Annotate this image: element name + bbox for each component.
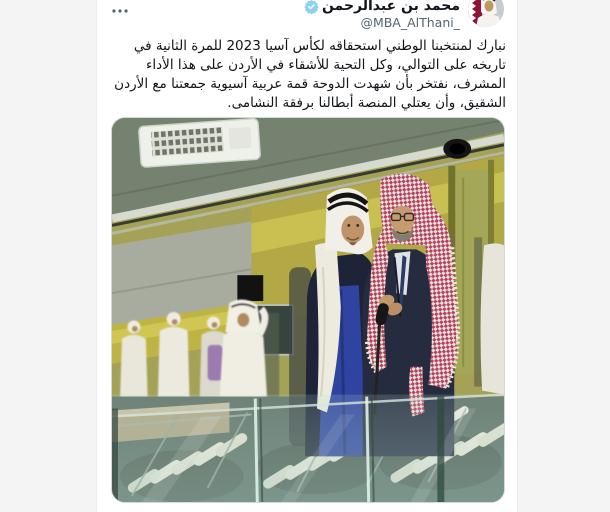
avatar[interactable] <box>468 0 504 27</box>
tweet-body-text: نبارك لمنتخبنا الوطني استحقاقه لكأس آسيا 2023 للمرة الثانية في تاريخه على التوالي، وكل التحية للأشقاء في الأردن على هذا الأداء المشرف، نفتخر بأن شهدت الدوحة قمة عربية آسيوية جمعتنا مع الأردن الشقيق، وأن يعتلي المنصة أبطالنا برفقة النشامى. <box>114 38 506 111</box>
author-name[interactable]: محمد بن عبدالرحمن <box>321 0 460 14</box>
ac-vent <box>139 118 261 167</box>
author-block <box>304 0 460 30</box>
profile-photo <box>468 0 504 27</box>
more-options-icon <box>110 6 130 16</box>
tweet-photo[interactable] <box>111 117 505 503</box>
author-handle[interactable]: @MBA_AlThani_ <box>360 15 460 30</box>
tweet-card <box>96 0 518 512</box>
wall-speaker <box>237 275 263 301</box>
ceiling-speaker <box>443 139 471 159</box>
glass-panels <box>112 395 504 502</box>
partial-figure-right <box>474 237 504 394</box>
tweet-header <box>97 0 517 36</box>
verified-badge-icon[interactable] <box>304 0 319 14</box>
more-options-button[interactable] <box>110 3 130 19</box>
